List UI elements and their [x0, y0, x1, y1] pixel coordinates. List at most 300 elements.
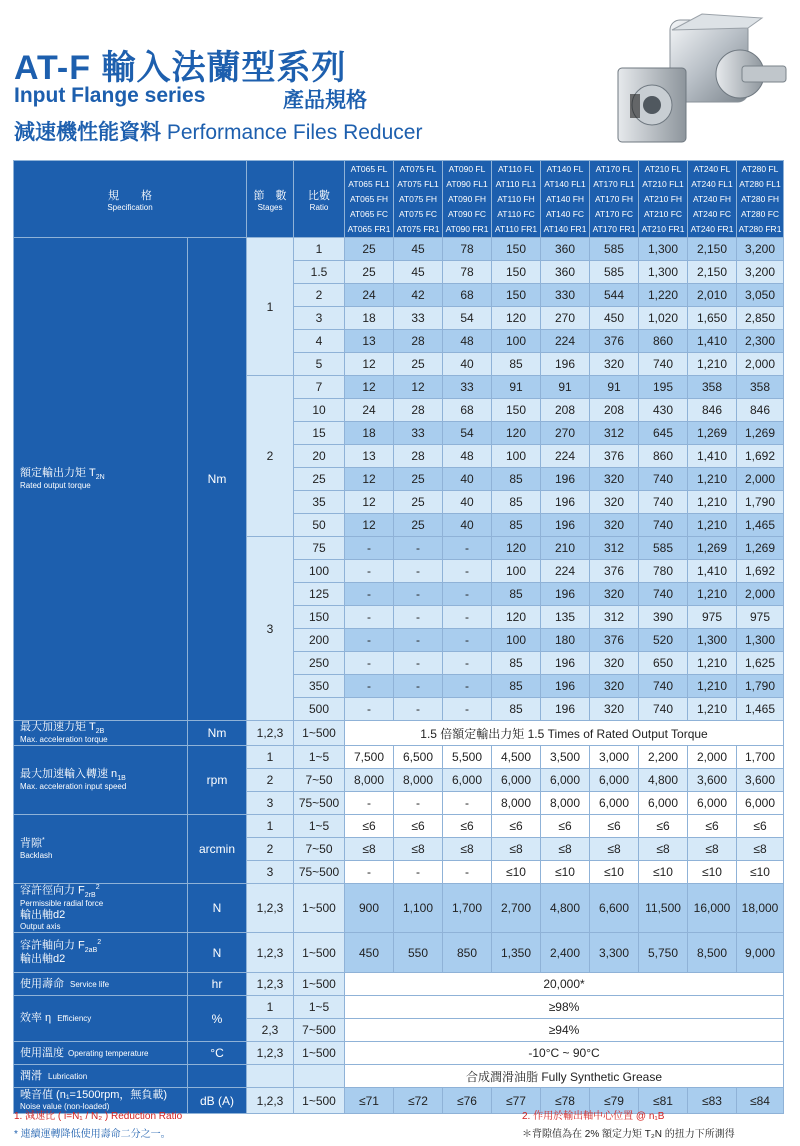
- header-model-2: [394, 161, 443, 238]
- ratio-cell: 35: [294, 491, 345, 514]
- torque-value: 860: [639, 445, 688, 468]
- torque-value: 91: [590, 376, 639, 399]
- torque-value: 120: [492, 307, 541, 330]
- torque-value: 1,210: [688, 514, 737, 537]
- torque-value: 33: [443, 376, 492, 399]
- speed-value: 3,500: [541, 746, 590, 769]
- noise-value: ≤76: [443, 1088, 492, 1114]
- subtitle-zh: 產品規格: [283, 89, 367, 112]
- backlash-value: ≤6: [443, 815, 492, 838]
- speed-value: 8,000: [394, 769, 443, 792]
- efficiency-label-zh: 效率 η: [20, 1012, 52, 1025]
- table-row: [14, 238, 784, 261]
- torque-value: 85: [492, 353, 541, 376]
- model-code: AT140 FH: [545, 193, 585, 204]
- stage-cell: 1,2,3: [247, 1088, 294, 1114]
- life-label: [14, 973, 188, 996]
- accel-torque-label-zh: 最大加速力矩 T: [20, 721, 96, 733]
- torque-value: 376: [590, 445, 639, 468]
- torque-value: 18: [345, 307, 394, 330]
- radial-force-value: 16,000: [688, 884, 737, 933]
- lubrication-label-en: Lubrication: [48, 1071, 88, 1081]
- ratio-cell: 50: [294, 514, 345, 537]
- temperature-value: -10°C ~ 90°C: [345, 1042, 784, 1065]
- lubrication-value: 合成潤滑油脂 Fully Synthetic Grease: [345, 1065, 784, 1088]
- torque-value: 25: [394, 514, 443, 537]
- torque-value: 975: [688, 606, 737, 629]
- header-model-3: [443, 161, 492, 238]
- torque-value: 12: [345, 491, 394, 514]
- backlash-label-en: Backlash: [20, 851, 53, 861]
- subtitle-en: Input Flange series: [14, 84, 206, 107]
- torque-value: 2,000: [737, 468, 784, 491]
- torque-value: 1,650: [688, 307, 737, 330]
- torque-value: -: [443, 583, 492, 606]
- noise-value: ≤81: [639, 1088, 688, 1114]
- torque-value: 54: [443, 422, 492, 445]
- torque-value: 85: [492, 675, 541, 698]
- torque-value: 2,850: [737, 307, 784, 330]
- torque-value: -: [443, 629, 492, 652]
- stage-cell: 1,2,3: [247, 721, 294, 746]
- model-code: AT280 FR1: [738, 223, 782, 234]
- backlash-label-zh: 背隙: [20, 838, 42, 851]
- torque-value: 320: [590, 675, 639, 698]
- speed-value: 6,000: [443, 769, 492, 792]
- torque-value: 224: [541, 560, 590, 583]
- speed-value: 5,500: [443, 746, 492, 769]
- torque-value: 312: [590, 537, 639, 560]
- torque-value: 196: [541, 675, 590, 698]
- torque-value: 150: [492, 238, 541, 261]
- torque-value: 320: [590, 353, 639, 376]
- ratio-cell: 1: [294, 238, 345, 261]
- torque-value: 196: [541, 468, 590, 491]
- stage-cell: 1: [247, 815, 294, 838]
- lubrication-label-zh: 潤滑: [20, 1069, 42, 1082]
- stage-cell: 1,2,3: [247, 1042, 294, 1065]
- model-code: AT140 FC: [545, 208, 585, 219]
- axial-force-value: 1,350: [492, 933, 541, 973]
- torque-value: 25: [394, 468, 443, 491]
- ratio-cell: 2: [294, 284, 345, 307]
- torque-value: 1,210: [688, 652, 737, 675]
- model-code: AT110 FC: [497, 208, 535, 219]
- ratio-cell: 1~500: [294, 1042, 345, 1065]
- backlash-value: ≤10: [590, 861, 639, 884]
- footnote-2: * 連續運轉降低使用壽命二分之一。: [14, 1129, 171, 1140]
- torque-value: 40: [443, 491, 492, 514]
- torque-value: 1,300: [639, 261, 688, 284]
- torque-value: 320: [590, 468, 639, 491]
- efficiency-label: [14, 996, 188, 1042]
- model-code: AT090 FR1: [445, 223, 489, 234]
- torque-value: -: [394, 560, 443, 583]
- table-row: [14, 884, 784, 933]
- model-code: AT075 FL1: [397, 178, 439, 189]
- speed-value: 2,000: [688, 746, 737, 769]
- noise-label-zh: 噪音值 (n₁=1500rpm，無負載): [20, 1089, 168, 1102]
- torque-value: 1,410: [688, 445, 737, 468]
- axial-force-unit: N: [188, 933, 247, 973]
- backlash-value: -: [394, 861, 443, 884]
- torque-value: 12: [394, 376, 443, 399]
- torque-value: 320: [590, 583, 639, 606]
- backlash-value: -: [443, 861, 492, 884]
- torque-value: -: [443, 675, 492, 698]
- torque-unit: Nm: [188, 238, 247, 721]
- model-code: AT280 FC: [740, 208, 780, 219]
- torque-label-zh: 額定輸出力矩 T: [20, 466, 96, 479]
- torque-label: [14, 238, 188, 721]
- model-code: AT210 FR1: [641, 223, 685, 234]
- torque-value: 120: [492, 422, 541, 445]
- backlash-label: [14, 815, 188, 884]
- temperature-label: [14, 1042, 188, 1065]
- torque-value: 1,300: [639, 238, 688, 261]
- torque-value: 42: [394, 284, 443, 307]
- ratio-cell: 5: [294, 353, 345, 376]
- torque-value: 1,300: [737, 629, 784, 652]
- ratio-cell: 75~500: [294, 792, 345, 815]
- torque-value: 28: [394, 330, 443, 353]
- stage-cell: 2: [247, 376, 294, 537]
- torque-value: 270: [541, 307, 590, 330]
- torque-value: 1,410: [688, 330, 737, 353]
- header-model-9: [737, 161, 784, 238]
- torque-value: 846: [737, 399, 784, 422]
- table-row: [14, 815, 784, 838]
- model-code: AT280 FH: [740, 193, 780, 204]
- ratio-cell: 1~500: [294, 933, 345, 973]
- footnote-1: 1. 減速比 ( i=N₁ / N₂ ) Reduction Ratio: [14, 1111, 183, 1122]
- axial-force-value: 9,000: [737, 933, 784, 973]
- table-row: [14, 1065, 784, 1088]
- radial-force-label-zh2: 輸出軸d2: [20, 909, 66, 922]
- speed-value: 8,000: [492, 792, 541, 815]
- torque-value: 1,210: [688, 583, 737, 606]
- torque-value: 1,220: [639, 284, 688, 307]
- model-code: AT240 FR1: [690, 223, 734, 234]
- torque-value: -: [443, 537, 492, 560]
- life-label-zh: 使用壽命: [20, 977, 64, 990]
- torque-value: 150: [492, 284, 541, 307]
- model-code: AT065 FL1: [348, 178, 390, 189]
- torque-value: 3,200: [737, 238, 784, 261]
- input-speed-label-zh: 最大加速輸入轉速 n: [20, 768, 118, 781]
- accel-torque-label: [14, 721, 188, 746]
- torque-value: 45: [394, 238, 443, 261]
- speed-value: 3,600: [688, 769, 737, 792]
- torque-value: -: [345, 606, 394, 629]
- torque-value: 360: [541, 238, 590, 261]
- ratio-cell: 250: [294, 652, 345, 675]
- model-code: AT110 FH: [497, 193, 535, 204]
- ratio-cell: 10: [294, 399, 345, 422]
- model-code: AT210 FL: [644, 163, 682, 174]
- backlash-label-sup: *: [42, 837, 45, 845]
- torque-value: 13: [345, 445, 394, 468]
- torque-value: 1,692: [737, 560, 784, 583]
- header-ratio: [294, 161, 345, 238]
- speed-value: 2,200: [639, 746, 688, 769]
- torque-value: 376: [590, 560, 639, 583]
- torque-value: 740: [639, 698, 688, 721]
- section-heading-en: Performance Files Reducer: [166, 121, 423, 144]
- model-code: AT110 FL: [497, 163, 535, 174]
- temperature-label-zh: 使用溫度: [20, 1046, 64, 1059]
- noise-value: ≤71: [345, 1088, 394, 1114]
- model-code: AT240 FH: [692, 193, 732, 204]
- torque-value: 1,465: [737, 698, 784, 721]
- ratio-cell: 350: [294, 675, 345, 698]
- torque-value: -: [345, 698, 394, 721]
- torque-value: 85: [492, 468, 541, 491]
- backlash-value: ≤10: [541, 861, 590, 884]
- torque-value: 3,050: [737, 284, 784, 307]
- stage-cell: 2: [247, 838, 294, 861]
- torque-value: 312: [590, 422, 639, 445]
- model-code: AT240 FC: [692, 208, 732, 219]
- torque-value: 85: [492, 583, 541, 606]
- torque-value: 150: [492, 261, 541, 284]
- input-speed-unit: rpm: [188, 746, 247, 815]
- torque-value: 430: [639, 399, 688, 422]
- axial-force-value: 450: [345, 933, 394, 973]
- torque-label-en: Rated output torque: [20, 481, 91, 491]
- axial-force-label-sub: 2aB: [84, 946, 98, 954]
- model-code: AT090 FH: [447, 193, 487, 204]
- torque-value: 13: [345, 330, 394, 353]
- backlash-value: ≤6: [345, 815, 394, 838]
- speed-value: 1,700: [737, 746, 784, 769]
- speed-value: -: [345, 792, 394, 815]
- header-stages-zh: 節 數: [253, 189, 287, 202]
- torque-value: -: [345, 675, 394, 698]
- torque-value: 2,000: [737, 583, 784, 606]
- axial-force-label-zh2: 輸出軸d2: [20, 953, 66, 966]
- ratio-cell: 7: [294, 376, 345, 399]
- speed-value: 6,000: [737, 792, 784, 815]
- table-row: [14, 973, 784, 996]
- torque-value: 585: [639, 537, 688, 560]
- torque-value: 1,790: [737, 491, 784, 514]
- backlash-value: ≤8: [688, 838, 737, 861]
- radial-force-unit: N: [188, 884, 247, 933]
- axial-force-label-sup: 2: [97, 938, 102, 946]
- speed-value: -: [443, 792, 492, 815]
- speed-value: 6,000: [590, 792, 639, 815]
- speed-value: 6,000: [688, 792, 737, 815]
- ratio-cell: 1~5: [294, 996, 345, 1019]
- torque-value: 1,269: [737, 422, 784, 445]
- torque-value: 585: [590, 261, 639, 284]
- torque-value: 1,210: [688, 468, 737, 491]
- accel-torque-value: 1.5 倍額定輸出力矩 1.5 Times of Rated Output Torque: [345, 721, 784, 746]
- torque-value: 450: [590, 307, 639, 330]
- torque-value: 210: [541, 537, 590, 560]
- radial-force-label: [14, 884, 188, 933]
- torque-value: 2,150: [688, 238, 737, 261]
- torque-value: 68: [443, 399, 492, 422]
- ratio-cell: 500: [294, 698, 345, 721]
- torque-value: 376: [590, 330, 639, 353]
- torque-value: -: [345, 537, 394, 560]
- torque-value: 28: [394, 445, 443, 468]
- header-spec-en: Specification: [107, 202, 153, 212]
- stage-cell: 3: [247, 792, 294, 815]
- radial-force-value: 6,600: [590, 884, 639, 933]
- axial-force-value: 8,500: [688, 933, 737, 973]
- torque-value: 54: [443, 307, 492, 330]
- model-code: AT140 FL1: [544, 178, 586, 189]
- torque-value: 1,210: [688, 491, 737, 514]
- torque-value: 196: [541, 491, 590, 514]
- temperature-unit: °C: [188, 1042, 247, 1065]
- header-model-6: [590, 161, 639, 238]
- torque-value: -: [443, 560, 492, 583]
- torque-value: 1,210: [688, 353, 737, 376]
- torque-value: 196: [541, 353, 590, 376]
- torque-value: 48: [443, 330, 492, 353]
- backlash-value: ≤10: [492, 861, 541, 884]
- torque-value: 320: [590, 698, 639, 721]
- torque-value: 3,200: [737, 261, 784, 284]
- ratio-cell: 4: [294, 330, 345, 353]
- header-stages: [247, 161, 294, 238]
- torque-value: 100: [492, 445, 541, 468]
- ratio-cell: 1~500: [294, 1088, 345, 1114]
- torque-value: 1,692: [737, 445, 784, 468]
- efficiency-label-en: Efficiency: [57, 1014, 92, 1024]
- torque-value: 975: [737, 606, 784, 629]
- radial-force-value: 4,800: [541, 884, 590, 933]
- lubrication-unit: [188, 1065, 247, 1088]
- torque-value: -: [345, 652, 394, 675]
- speed-value: 6,000: [590, 769, 639, 792]
- ratio-cell: 3: [294, 307, 345, 330]
- header-model-8: [688, 161, 737, 238]
- ratio-cell: 125: [294, 583, 345, 606]
- speed-value: 3,000: [590, 746, 639, 769]
- stage-cell: [247, 1065, 294, 1088]
- noise-value: ≤77: [492, 1088, 541, 1114]
- torque-value: -: [394, 652, 443, 675]
- torque-value: 196: [541, 652, 590, 675]
- axial-force-value: 850: [443, 933, 492, 973]
- model-code: AT170 FH: [594, 193, 634, 204]
- torque-value: 740: [639, 514, 688, 537]
- torque-value: 12: [345, 468, 394, 491]
- table-row: [14, 996, 784, 1019]
- ratio-cell: 15: [294, 422, 345, 445]
- ratio-cell: 7~50: [294, 769, 345, 792]
- stage-cell: 1,2,3: [247, 933, 294, 973]
- model-code: AT240 FL1: [691, 178, 733, 189]
- model-code: AT140 FR1: [543, 223, 587, 234]
- footnote-3: 2. 作用於輸出軸中心位置 @ n₁B: [522, 1111, 665, 1122]
- torque-value: -: [443, 698, 492, 721]
- radial-force-label-en: Permissible radial force: [20, 899, 104, 909]
- torque-value: 224: [541, 330, 590, 353]
- header-model-4: [492, 161, 541, 238]
- table-row: [14, 721, 784, 746]
- torque-value: 390: [639, 606, 688, 629]
- accel-torque-label-sub: 2B: [95, 728, 105, 736]
- axial-force-label: [14, 933, 188, 973]
- ratio-cell: 1~5: [294, 746, 345, 769]
- torque-value: 68: [443, 284, 492, 307]
- torque-value: 25: [345, 261, 394, 284]
- torque-value: 740: [639, 675, 688, 698]
- model-code: AT140 FL: [546, 163, 584, 174]
- backlash-value: ≤6: [688, 815, 737, 838]
- backlash-value: ≤10: [737, 861, 784, 884]
- model-code: AT110 FR1: [494, 223, 538, 234]
- torque-value: 1,269: [688, 537, 737, 560]
- input-speed-label-sub: 1B: [117, 775, 126, 783]
- torque-value: 45: [394, 261, 443, 284]
- torque-value: -: [394, 629, 443, 652]
- ratio-cell: 200: [294, 629, 345, 652]
- model-code: AT065 FL: [350, 163, 388, 174]
- torque-value: 1,300: [688, 629, 737, 652]
- table-row: [14, 933, 784, 973]
- radial-force-label-en2: Output axis: [20, 922, 61, 932]
- torque-value: 2,300: [737, 330, 784, 353]
- backlash-value: ≤8: [590, 838, 639, 861]
- torque-value: -: [345, 629, 394, 652]
- model-code: AT075 FL: [399, 163, 437, 174]
- torque-value: 135: [541, 606, 590, 629]
- torque-value: 740: [639, 583, 688, 606]
- table-row: [14, 1042, 784, 1065]
- speed-value: 6,000: [639, 792, 688, 815]
- gearbox-product-image: [612, 8, 792, 150]
- model-code: AT280 FL: [741, 163, 779, 174]
- torque-value: 12: [345, 353, 394, 376]
- torque-value: 196: [541, 698, 590, 721]
- model-code: AT170 FL1: [593, 178, 635, 189]
- noise-value: ≤72: [394, 1088, 443, 1114]
- torque-value: 740: [639, 468, 688, 491]
- radial-force-label-sup: 2: [95, 884, 100, 892]
- torque-value: 1,269: [737, 537, 784, 560]
- torque-value: 91: [492, 376, 541, 399]
- model-code: AT075 FH: [398, 193, 438, 204]
- header-ratio-en: Ratio: [309, 202, 329, 212]
- torque-value: 376: [590, 629, 639, 652]
- torque-value: 85: [492, 652, 541, 675]
- model-code: AT210 FH: [643, 193, 683, 204]
- lubrication-label: [14, 1065, 188, 1088]
- backlash-value: ≤6: [639, 815, 688, 838]
- ratio-cell: 75~500: [294, 861, 345, 884]
- efficiency-value: ≥94%: [345, 1019, 784, 1042]
- header-stages-en: Stages: [257, 202, 283, 212]
- torque-value: 520: [639, 629, 688, 652]
- radial-force-value: 2,700: [492, 884, 541, 933]
- header-model-1: [345, 161, 394, 238]
- torque-value: 48: [443, 445, 492, 468]
- noise-value: ≤78: [541, 1088, 590, 1114]
- model-code: AT110 FL1: [495, 178, 537, 189]
- model-code: AT075 FC: [398, 208, 438, 219]
- torque-value: 208: [590, 399, 639, 422]
- torque-value: -: [394, 606, 443, 629]
- backlash-value: ≤8: [737, 838, 784, 861]
- table-header-row: [14, 161, 784, 238]
